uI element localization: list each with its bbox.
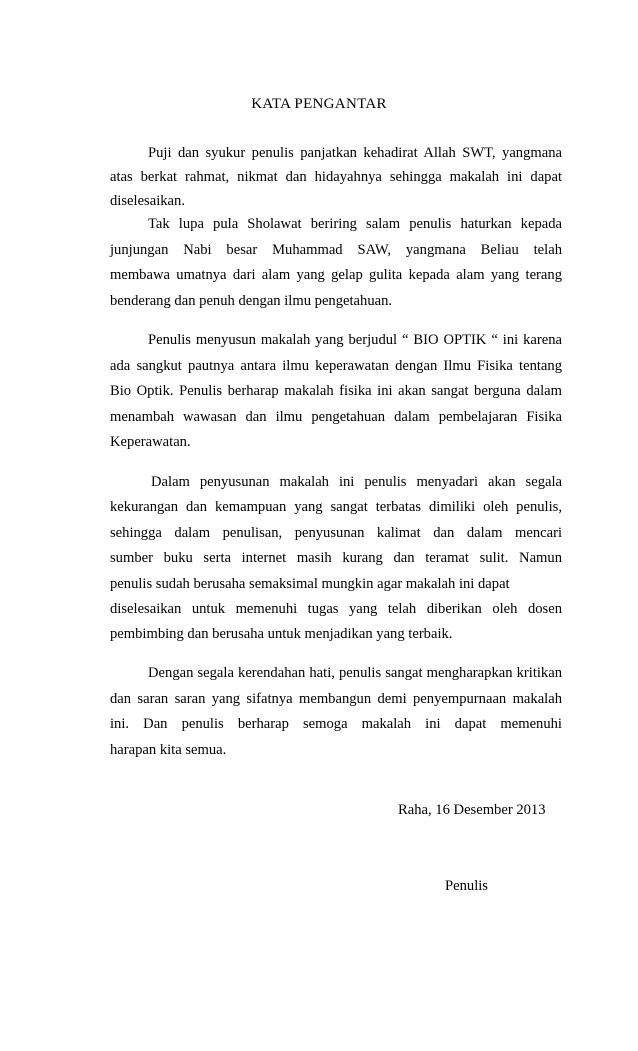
paragraph-4-line-7: pembimbing dan berusaha untuk menjadikan yang terbaik. xyxy=(110,626,453,642)
paragraph-2-line-4: benderang dan penuh dengan ilmu pengetahuan. xyxy=(110,293,393,309)
paragraph-4-line-3: sehingga dalam penulisan, penyusunan kalimat dan dalam mencari xyxy=(110,525,562,541)
paragraph-3-line-4: menambah wawasan dan ilmu pengetahuan dalam pembelajaran Fisika xyxy=(110,409,562,425)
paragraph-4-line-6: diselesaikan untuk memenuhi tugas yang telah diberikan oleh dosen xyxy=(110,601,562,617)
signer-name: Penulis xyxy=(445,878,488,894)
paragraph-3-line-3: Bio Optik. Penulis berharap makalah fisika ini akan sangat berguna dalam xyxy=(110,383,562,399)
paragraph-2-line-1: Tak lupa pula Sholawat beriring salam penulis haturkan kepada xyxy=(148,216,562,232)
paragraph-3-line-2: ada sangkut pautnya antara ilmu keperawatan dengan Ilmu Fisika tentang xyxy=(110,358,562,374)
page-title: KATA PENGANTAR xyxy=(251,96,387,112)
paragraph-5-line-1: Dengan segala kerendahan hati, penulis sangat mengharapkan kritikan xyxy=(148,665,562,681)
paragraph-3-line-1: Penulis menyusun makalah yang berjudul “ BIO OPTIK “ ini karena xyxy=(148,332,562,348)
paragraph-4-line-4: sumber buku serta internet masih kurang dan teramat sulit. Namun xyxy=(110,550,562,566)
paragraph-4-line-5: penulis sudah berusaha semaksimal mungkin agar makalah ini dapat xyxy=(110,576,510,592)
paragraph-5-line-4: harapan kita semua. xyxy=(110,742,227,758)
paragraph-5-line-3: ini. Dan penulis berharap semoga makalah ini dapat memenuhi xyxy=(110,716,562,732)
paragraph-1-line-2: atas berkat rahmat, nikmat dan hidayahnya sehingga makalah ini dapat xyxy=(110,169,562,185)
paragraph-4-line-2: kekurangan dan kemampuan yang sangat terbatas dimiliki oleh penulis, xyxy=(110,499,562,515)
paragraph-1-line-3: diselesaikan. xyxy=(110,193,185,209)
paragraph-3-line-5: Keperawatan. xyxy=(110,434,191,450)
paragraph-4-line-1: Dalam penyusunan makalah ini penulis menyadari akan segala xyxy=(151,474,562,490)
paragraph-2-line-2: junjungan Nabi besar Muhammad SAW, yangmana Beliau telah xyxy=(110,242,562,258)
place-date: Raha, 16 Desember 2013 xyxy=(398,802,546,818)
paragraph-1-line-1: Puji dan syukur penulis panjatkan kehadirat Allah SWT, yangmana xyxy=(148,145,562,161)
paragraph-5-line-2: dan saran saran yang sifatnya membangun demi penyempurnaan makalah xyxy=(110,691,562,707)
paragraph-2-line-3: membawa umatnya dari alam yang gelap gulita kepada alam yang terang xyxy=(110,267,562,283)
